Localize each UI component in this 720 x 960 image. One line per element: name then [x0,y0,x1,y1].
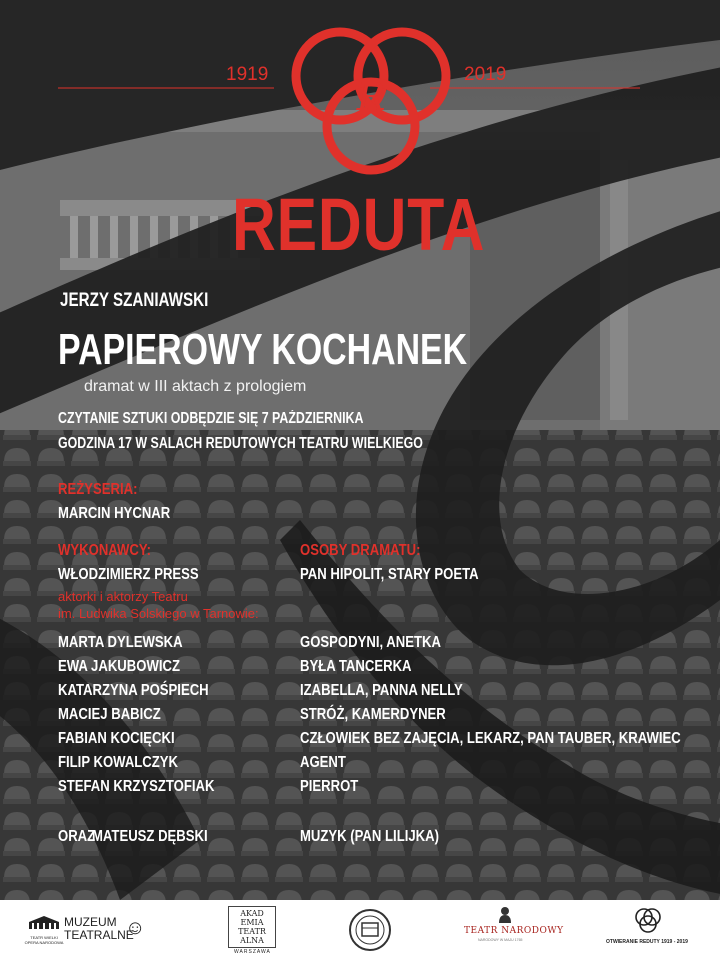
actor-item: EWA JAKUBOWICZ [58,658,180,675]
year-right: 2019 [464,64,507,85]
logo-letter: R [356,75,386,119]
role-item: IZABELLA, PANNA NELLY [300,682,463,699]
brand-title: REDUTA [232,183,486,266]
museum-line2: TEATRALNE [64,928,134,942]
reduta-small-logo-icon [634,906,662,934]
museum-line1: MUZEUM [64,915,117,929]
author: JERZY SZANIAWSKI [60,290,209,311]
role-item: AGENT [300,754,346,771]
opera-building-icon [27,914,61,930]
role-item: GOSPODYNI, ANETKA [300,634,441,651]
opera-top-text: TEATR WIELKI [30,935,58,940]
cast-lead: WŁODZIMIERZ PRESS [58,566,199,583]
role-item: STRÓŻ, KAMERDYNER [300,706,446,723]
teatr-narodowy-text: TEATR NARODOWY [464,926,564,936]
also-role: MUZYK (PAN LILIJKA) [300,828,439,845]
actor-item: MARTA DYLEWSKA [58,634,183,651]
play-title: PAPIEROWY KOCHANEK [58,325,468,374]
reading-info-line1: CZYTANIE SZTUKI ODBĘDZIE SIĘ 7 PAŹDZIERNIKA [58,410,364,427]
bust-icon [498,906,512,924]
roles-label: OSOBY DRAMATU: [300,542,421,559]
actor-item: FILIP KOWALCZYK [58,754,179,771]
mask-icon: ☺ [125,917,146,939]
cast-label: WYKONAWCY: [58,542,152,559]
role-item: BYŁA TANCERKA [300,658,412,675]
reduta-logo-icon [288,18,454,180]
academy-logo: AKAD EMIA TEATR ALNA [228,906,276,948]
troupe-line2: im. Ludwika Solskiego w Tarnowie: [58,606,259,621]
actor-item: STEFAN KRZYSZTOFIAK [58,778,215,795]
museum-logo [64,916,134,942]
director-name: MARCIN HYCNAR [58,505,171,522]
teatr-narodowy-sub: NARODOWY W MAJU 1765 [478,938,523,942]
actor-item: FABIAN KOCIĘCKI [58,730,175,747]
academy-city: WARSZAWA [234,949,271,955]
opera-text: OPERA NARODOWA [24,940,64,945]
role-item: PIERROT [300,778,359,795]
play-subtitle: dramat w III aktach z prologiem [84,378,307,395]
partner-logos-footer [0,900,720,960]
also-actor: MATEUSZ DĘBSKI [92,828,208,845]
also-prefix: ORAZ [58,828,96,845]
seal-icon [348,908,392,952]
reading-info-line2: GODZINA 17 W SALACH REDUTOWYCH TEATRU WIELKIEGO [58,435,423,452]
actor-item: MACIEJ BABICZ [58,706,161,723]
role-lead: PAN HIPOLIT, STARY POETA [300,566,479,583]
opera-logo [24,914,64,945]
actor-item: KATARZYNA POŚPIECH [58,682,209,699]
direction-label: REŻYSERIA: [58,481,138,498]
role-item: CZŁOWIEK BEZ ZAJĘCIA, LEKARZ, PAN TAUBER, KRAWIEC [300,730,681,747]
troupe-line1: aktorki i aktorzy Teatru [58,589,188,604]
reduta-caption: OTWIERANIE REDUTY 1919 - 2019 [606,939,688,945]
year-left: 1919 [226,64,269,85]
